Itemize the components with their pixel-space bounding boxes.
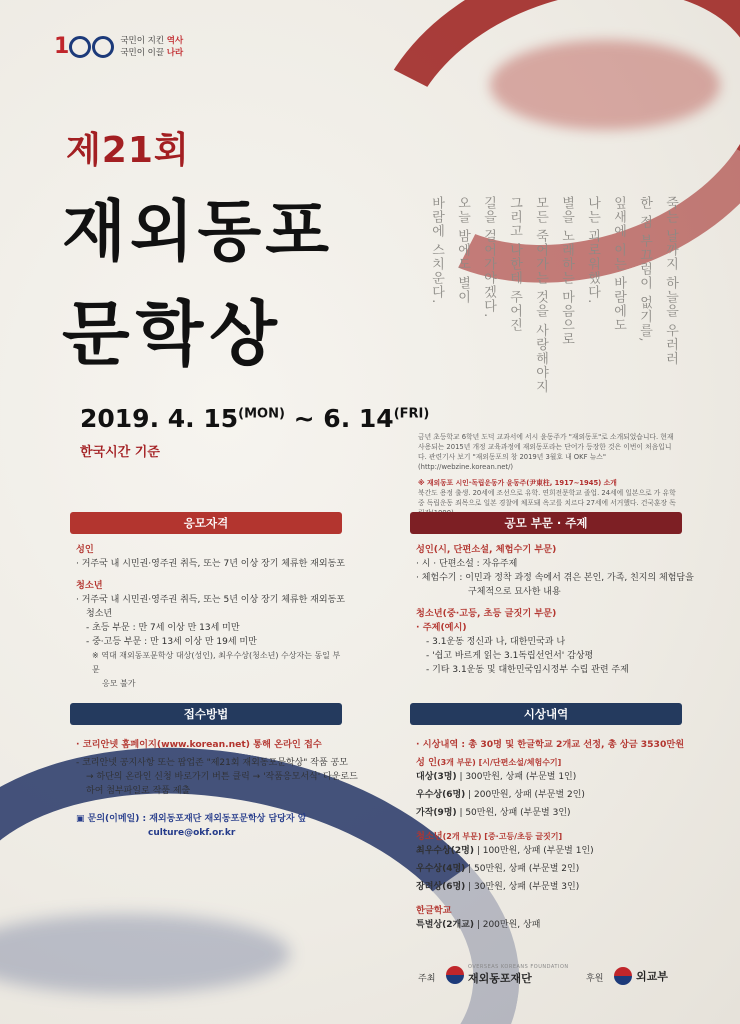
- poem-line: 길을 걸어가야겠다.: [481, 196, 496, 319]
- red-brush-wash: [490, 40, 720, 130]
- poem-seosi: [424, 196, 680, 393]
- poem-line: 나는 괴로워했다.: [585, 196, 600, 305]
- award-row: 가작(9명) | 50만원, 상패 (부문별 3인): [416, 808, 571, 818]
- award-row: 우수상(6명) | 200만원, 상패 (부문별 2인): [416, 790, 585, 800]
- categories-header: 공모 부문 · 주제: [410, 512, 682, 534]
- period-dates: 2019. 4. $15^{(MON)}$ ~ 6. $14^{(FRI)}$: [80, 404, 430, 433]
- poem-line: 잎새에 이는 바람에도: [611, 196, 626, 333]
- okf-emblem-icon: [446, 966, 464, 984]
- host-label: 주최: [418, 974, 436, 984]
- okf-logo: OVERSEAS KOREANS FOUNDATION 재외동포재단: [446, 964, 569, 986]
- award-row: 우수상(4명) | 50만원, 상패 (부문별 2인): [416, 864, 580, 874]
- title-line-2: 문학상: [62, 293, 283, 375]
- awards-section: · 시상내역 : 총 30명 및 한글학교 2개교 선정, 총 상금 3530만원 성 인(3개 부문) [시/단편소설/체험수기] 대상(3명) | 300만원, 상패 (부문별 1인) 우수상(6명) | 200만원, 상패 (부문별 2인) 가작(9명) | 50만원, 상패 (부문별 3인) 청소년(2개 부문) [중·고등/초등 글짓기] 최우수상(2명) | 100만원, 상패 (부문별 1인) 우수상(4명) | 50만원, 상패 (부문별 2인) 장려상(6명) | 30만원, 상패 (부문별 3인) 한글학교 특별상(2개교) | 200만원, 상패: [416, 738, 716, 932]
- eligibility-header: 응모자격: [70, 512, 342, 534]
- award-row: 장려상(6명) | 30만원, 상패 (부문별 3인): [416, 882, 580, 892]
- submission-section: · 코리안넷 홈페이지(www.korean.net) 통해 온라인 접수 - 코리안넷 공지사항 또는 팝업존 "제21회 재외동포문학상" 작품 공모 → 하단의 온라인 신청 바로가기 버튼 클릭 → '작품응모서식' 다운로드 하여 첨부파일로 작품 제출 ▣ 문의(이메일) : 재외동포재단 재외동포문학상 담당자 앞 culture@okf.or.kr: [76, 738, 376, 840]
- support-label: 후원: [586, 974, 604, 984]
- poem-line: 모든 죽어가는 것을 사랑해야지: [533, 196, 548, 394]
- eligibility-section: 성인 · 거주국 내 시민권·영주권 취득, 또는 7년 이상 장기 체류한 재외동포 청소년 · 거주국 내 시민권·영주권 취득, 또는 5년 이상 장기 체류한 재외동포 청소년 - 초등 부문 : 만 7세 이상 만 13세 미만 - 중·고등 부문 : 만 13세 이상 만 19세 미만 ※ 역대 재외동포문학상 대상(성인), 최우수상(청소년) 수상자는 동일 부문 응모 불가: [76, 544, 345, 688]
- award-row: 최우수상(2명) | 100만원, 상패 (부문별 1인): [416, 846, 594, 856]
- poem-line: 그리고 나한테 주어진: [507, 196, 522, 333]
- centennial-100-icon: 1: [54, 34, 114, 59]
- poem-line: 바람에 스치운다.: [429, 196, 444, 305]
- centennial-logo: [54, 34, 183, 59]
- edition-number: 제21회: [66, 130, 190, 171]
- contact-email: culture@okf.or.kr: [148, 828, 236, 838]
- mofa-logo: 외교부: [614, 967, 668, 985]
- poem-line: 별을 노래하는 마음으로: [559, 196, 574, 347]
- award-row: 특별상(2개교) | 200만원, 상패: [416, 920, 541, 930]
- poem-line: 오늘 밤에도 별이: [455, 196, 470, 305]
- timezone-note: 한국시간 기준: [80, 445, 160, 460]
- taegeuk-icon: [614, 967, 632, 985]
- poem-note: 금년 초등학교 6학년 도덕 교과서에 서시 윤동주가 "재외동포"로 소개되었습니다. 현재 사용되는 2015년 개정 교육과정에 재외동포라는 단어가 등장한 것은 이번이 처음입니다. 관련기사 보기 "재외동포의 창 2019년 3월호 내 OKF 뉴스"(http://webzine.korean.net/) ※ 재외동포 시인·독립운동가 윤동주(尹東柱, 1917~1945) 소개 북간도 용정 출생. 20세에 조선으로 유학. 연희전문학교 졸업. 24세에 일본으로 가 유학 중 독립운동 죄목으로 일본 경찰에 체포돼 옥고를 치르다 27세에 서거했다. 건국훈장 독: [418, 433, 676, 507]
- poem-line: 죽는 날까지 하늘을 우러러: [663, 196, 678, 366]
- award-row: 대상(3명) | 300만원, 상패 (부문별 1인): [416, 772, 577, 782]
- logo-slogan: 국민이 지킨 역사 국민이 이끌 나라: [120, 35, 184, 58]
- title-line-1: 재외동포: [62, 193, 334, 270]
- poem-line: 한 점 부끄럼이 없기를,: [637, 196, 652, 343]
- awards-header: 시상내역: [410, 703, 682, 725]
- submission-header: 접수방법: [70, 703, 342, 725]
- sponsors: [418, 962, 708, 998]
- categories-section: 성인(시, 단편소설, 체험수기 부문) · 시 · 단편소설 : 자유주제 · 체험수기 : 이민과 정착 과정 속에서 겪은 본인, 가족, 친지의 체험담을 구체적으로 묘사한 내용 청소년(중·고등, 초등 글짓기 부문) · 주제(예시) - 3.1운동 정신과 나, 대한민국과 나 - '쉽고 바르게 읽는 3.1독립선언서' 감상평 - 기타 3.1운동 및 대한민국임시정부 수립 관련 주제: [416, 544, 694, 675]
